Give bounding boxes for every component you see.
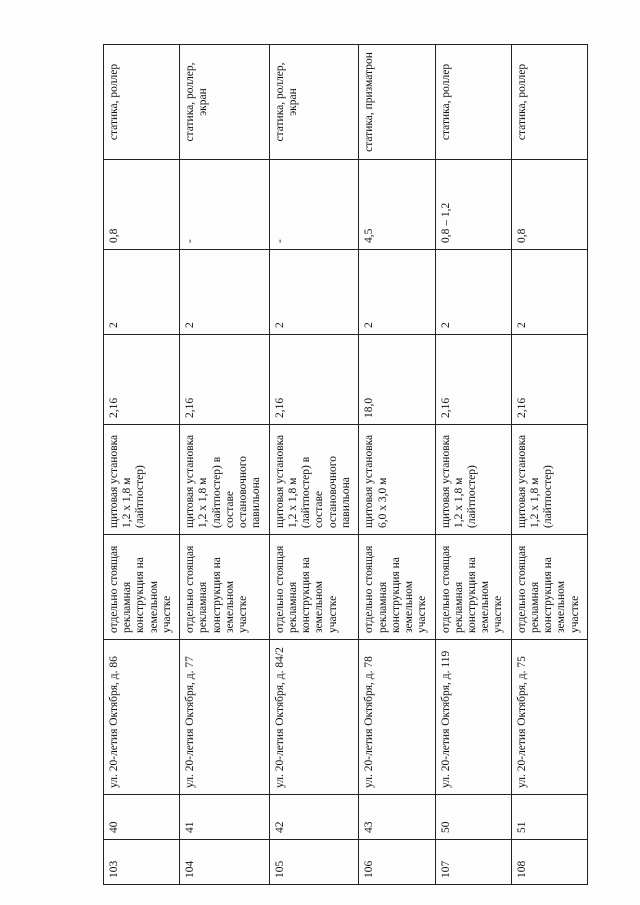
address-cell: ул. 20-летия Октября, д. 75	[511, 640, 587, 795]
distance-cell: -	[180, 160, 270, 250]
area-cell: 2,16	[435, 335, 511, 425]
row-number-cell: 108	[511, 840, 587, 885]
position-id-cell: 41	[180, 795, 270, 840]
address-cell: ул. 20-летия Октября, д. 119	[435, 640, 511, 795]
row-number-cell: 103	[104, 840, 180, 885]
sides-cell: 2	[511, 250, 587, 335]
row-number-cell: 106	[359, 840, 435, 885]
construction-cell: щитовая установка 6,0 х 3,0 м	[359, 425, 435, 535]
row-number-cell: 104	[180, 840, 270, 885]
sides-cell: 2	[435, 250, 511, 335]
position-id-cell: 40	[104, 795, 180, 840]
structure-type-cell: отдельно стоящая рекламная конструкция на земельном участке	[511, 535, 587, 640]
sides-cell: 2	[269, 250, 359, 335]
address-cell: ул. 20-летия Октября, д. 86	[104, 640, 180, 795]
structure-type-cell: отдельно стоящая рекламная конструкция на земельном участке	[104, 535, 180, 640]
distance-cell: -	[269, 160, 359, 250]
technology-cell: статика, роллер, экран	[180, 45, 270, 160]
construction-cell: щитовая установка 1,2 х 1,8 м (лайтпостер) в составе остановочного павильона	[180, 425, 270, 535]
structure-type-cell: отдельно стоящая рекламная конструкция на земельном участке	[435, 535, 511, 640]
table-row	[104, 45, 180, 885]
table-row	[180, 45, 270, 885]
address-cell: ул. 20-летия Октября, д. 77	[180, 640, 270, 795]
address-cell: ул. 20-летия Октября, д. 78	[359, 640, 435, 795]
technology-cell: статика, призматрон	[359, 45, 435, 160]
sides-cell: 2	[104, 250, 180, 335]
position-id-cell: 42	[269, 795, 359, 840]
address-cell: ул. 20-летия Октября, д. 84/2	[269, 640, 359, 795]
technology-cell: статика, роллер	[104, 45, 180, 160]
table-row	[359, 45, 435, 885]
area-cell: 2,16	[269, 335, 359, 425]
structure-type-cell: отдельно стоящая рекламная конструкция на земельном участке	[359, 535, 435, 640]
position-id-cell: 51	[511, 795, 587, 840]
structure-type-cell: отдельно стоящая рекламная конструкция на земельном участке	[269, 535, 359, 640]
distance-cell: 0,8	[511, 160, 587, 250]
table-row	[269, 45, 359, 885]
rotated-table-wrapper	[103, 45, 588, 885]
table-row	[511, 45, 587, 885]
structure-type-cell: отдельно стоящая рекламная конструкция на земельном участке	[180, 535, 270, 640]
construction-cell: щитовая установка 1,2 х 1,8 м (лайтпостер)	[104, 425, 180, 535]
area-cell: 18,0	[359, 335, 435, 425]
distance-cell: 4,5	[359, 160, 435, 250]
row-number-cell: 105	[269, 840, 359, 885]
distance-cell: 0,8	[104, 160, 180, 250]
sides-cell: 2	[359, 250, 435, 335]
position-id-cell: 50	[435, 795, 511, 840]
distance-cell: 0,8 – 1,2	[435, 160, 511, 250]
table-body	[104, 45, 588, 885]
technology-cell: статика, роллер	[511, 45, 587, 160]
area-cell: 2,16	[180, 335, 270, 425]
advertising-structures-table	[103, 44, 588, 885]
position-id-cell: 43	[359, 795, 435, 840]
construction-cell: щитовая установка 1,2 х 1,8 м (лайтпостер) в составе остановочного павильона	[269, 425, 359, 535]
technology-cell: статика, роллер, экран	[269, 45, 359, 160]
technology-cell: статика, роллер	[435, 45, 511, 160]
construction-cell: щитовая установка 1,2 х 1,8 м (лайтпостер)	[435, 425, 511, 535]
construction-cell: щитовая установка 1,2 х 1,8 м (лайтпостер)	[511, 425, 587, 535]
row-number-cell: 107	[435, 840, 511, 885]
area-cell: 2,16	[104, 335, 180, 425]
table-row	[435, 45, 511, 885]
sides-cell: 2	[180, 250, 270, 335]
area-cell: 2,16	[511, 335, 587, 425]
